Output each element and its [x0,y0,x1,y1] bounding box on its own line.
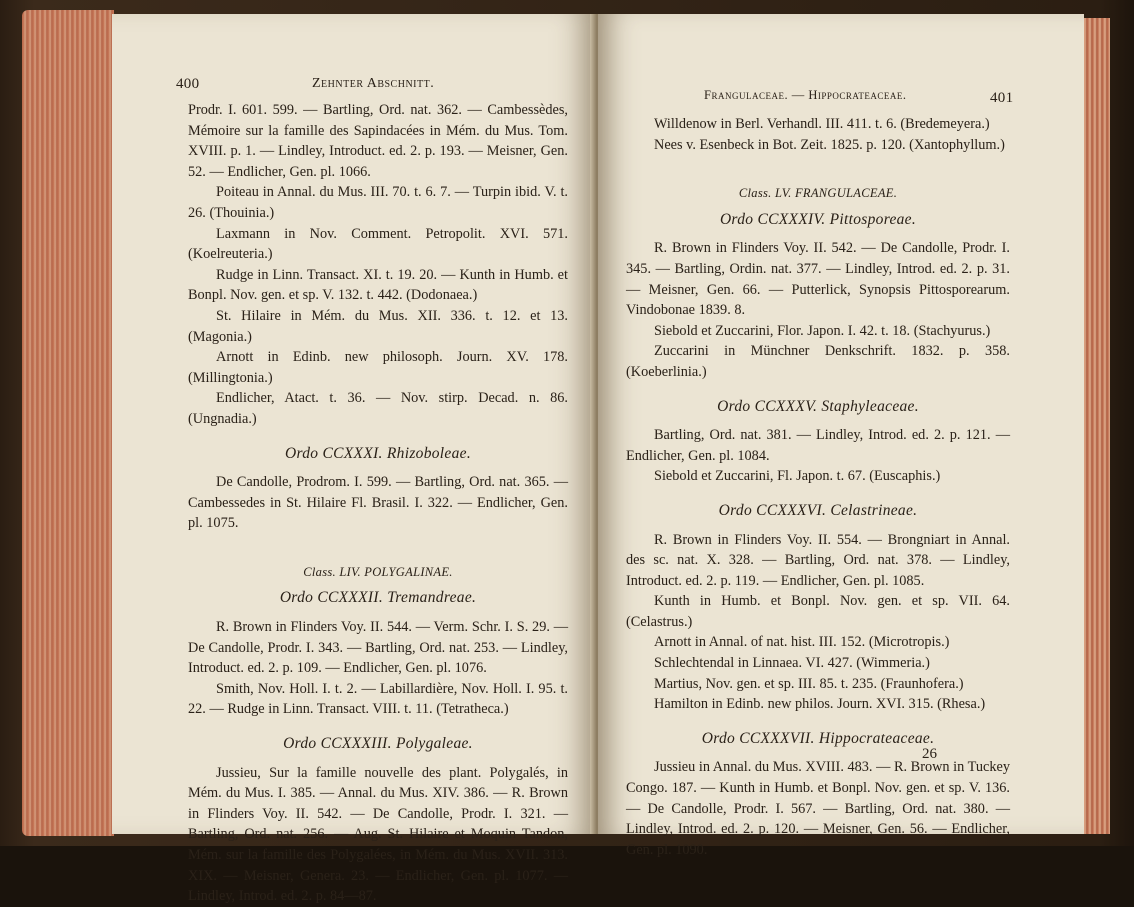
paragraph: Smith, Nov. Holl. I. t. 2. — Labillardière, Nov. Holl. I. 95. t. 22. — Rudge in Linn. Transact. VIII. t. 11. (Tetratheca.) [188,680,568,718]
paragraph: R. Brown in Flinders Voy. II. 542. — De Candolle, Prodr. I. 345. — Bartling, Ordin. nat. 377. — Lindley, Introd. ed. 2. p. 31. — Meisner, Gen. 66. — Putterlick, Synopsis Pittosporearum. Vindobonae 1839. 8. [626,240,1010,319]
class-heading: Class. LV. FRANGULACEAE. [738,186,898,201]
paragraph: Martius, Nov. gen. et sp. III. 85. t. 235. (Fraunhofera.) [654,675,964,692]
paragraph: Prodr. I. 601. 599. — Bartling, Ord. nat. 362. — Cambessèdes, Mémoire sur la famille des Sapindacées in Mém. du Mus. Tom. XVIII. p. 1. — Lindley, Introduct. ed. 2. p. 193. — Meisner, Gen. 52. — Endlicher, Gen. pl. 1066. [188,102,568,180]
paragraph: Siebold et Zuccarini, Flor. Japon. I. 42. t. 18. (Stachyurus.) [654,322,991,339]
paragraph: R. Brown in Flinders Voy. II. 544. — Verm. Schr. I. S. 29. — De Candolle, Prodr. I. 343. — Bartling, Ord. nat. 253. — Lindley, Introduct. ed. 2. p. 109. — Endlicher, Gen. pl. 1076. [188,619,568,677]
paragraph: Siebold et Zuccarini, Fl. Japon. t. 67. (Euscaphis.) [654,468,941,485]
paragraph: Nees v. Esenbeck in Bot. Zeit. 1825. p. 120. (Xantophyllum.) [654,136,1005,153]
ordo-heading: Ordo CCXXXV. Staphyleaceae. [717,397,919,415]
paragraph: Arnott in Annal. of nat. hist. III. 152. (Microtropis.) [654,634,950,651]
paragraph: Arnott in Edinb. new philosoph. Journ. XV. 178. (Millingtonia.) [188,349,568,386]
paragraph: Endlicher, Atact. t. 36. — Nov. stirp. Decad. n. 86. (Ungnadia.) [188,390,568,427]
paragraph: De Candolle, Prodrom. I. 599. — Bartling, Ord. nat. 365. — Cambessedes in St. Hilaire Fl. Brasil. I. 322. — Endlicher, Gen. pl. 1075. [188,474,568,532]
right-page-body [626,114,1010,860]
page-number-right: 401 [990,90,1014,106]
paragraph: Kunth in Humb. et Bonpl. Nov. gen. et sp. VII. 64. (Celastrus.) [626,593,1010,630]
ordo-heading: Ordo CCXXXIV. Pittosporeae. [719,210,917,228]
signature-mark: 26 [922,746,937,762]
left-page-body [188,100,568,907]
page-number-left: 400 [176,76,200,92]
paragraph: Zuccarini in Münchner Denkschrift. 1832. p. 358. (Koeberlinia.) [626,343,1010,380]
paragraph: Hamilton in Edinb. new philos. Journ. XVI. 315. (Rhesa.) [654,696,986,713]
paragraph: Willdenow in Berl. Verhandl. III. 411. t. 6. (Bredemeyera.) [654,116,990,132]
paragraph: Jussieu, Sur la famille nouvelle des plant. Polygalés, in Mém. du Mus. I. 385. — Annal. du Mus. XIV. 386. — R. Brown in Flinders Voy. II. 542. — De Candolle, Prodr. I. 321. — Bartling, Ord. nat. 256. — Aug. St. Hilaire et Moquin Tandon, Mém. sur la famille des Polygalées, in Mém. du Mus. XVII. 313. XIX. — Meisner, Genera. 23. — Endlicher, Gen. pl. 1077. — Lindley, Introd. ed. 2. p. 84—87. [188,764,568,905]
ordo-heading: Ordo CCXXXVII. Hippocrateaceae. [701,729,935,747]
ordo-heading: Ordo CCXXXIII. Polygaleae. [283,735,473,753]
paragraph: Jussieu in Annal. du Mus. XVIII. 483. — R. Brown in Tuckey Congo. 187. — Kunth in Humb. et Bonpl. Nov. gen. et sp. V. 136. — De Candolle, Prodr. I. 567. — Bartling, Ord. nat. 380. — Lindley, Introd. ed. 2. p. 120. — Meisner, Gen. 56. — Endlicher, Gen. pl. 1090. [626,759,1010,858]
paragraph: Bartling, Ord. nat. 381. — Lindley, Introd. ed. 2. p. 121. — Endlicher, Gen. pl. 1084. [626,427,1010,464]
paragraph: Schlechtendal in Linnaea. VI. 427. (Wimmeria.) [654,655,930,672]
paragraph: Poiteau in Annal. du Mus. III. 70. t. 6. 7. — Turpin ibid. V. t. 26. (Thouinia.) [188,184,568,221]
paragraph: Rudge in Linn. Transact. XI. t. 19. 20. — Kunth in Humb. et Bonpl. Nov. gen. et sp. V. 132. t. 442. (Dodonaea.) [188,266,568,304]
class-heading: Class. LIV. POLYGALINAE. [303,564,453,579]
ordo-heading: Ordo CCXXXI. Rhizoboleae. [284,444,471,462]
left-page [112,14,596,905]
right-page [598,14,1084,858]
page-edges-right [1082,18,1110,834]
running-head-left: Zehnter Abschnitt. [312,76,435,91]
paragraph: R. Brown in Flinders Voy. II. 554. — Brongniart in Annal. des sc. nat. X. 328. — Bartling, Ord. nat. 378. — Lindley, Introduct. ed. 2. p. 119. — Endlicher, Gen. pl. 1085. [626,531,1010,589]
page-edges-left [22,10,114,836]
paragraph: Laxmann in Nov. Comment. Petropolit. XVI. 571. (Koelreuteria.) [188,225,568,263]
running-head-right: Frangulaceae. — Hippocrateaceae. [704,88,907,102]
ordo-heading: Ordo CCXXXII. Tremandreae. [279,589,477,607]
ordo-heading: Ordo CCXXXVI. Celastrineae. [718,501,918,519]
paragraph: St. Hilaire in Mém. du Mus. XII. 336. t. 12. et 13. (Magonia.) [188,307,568,345]
